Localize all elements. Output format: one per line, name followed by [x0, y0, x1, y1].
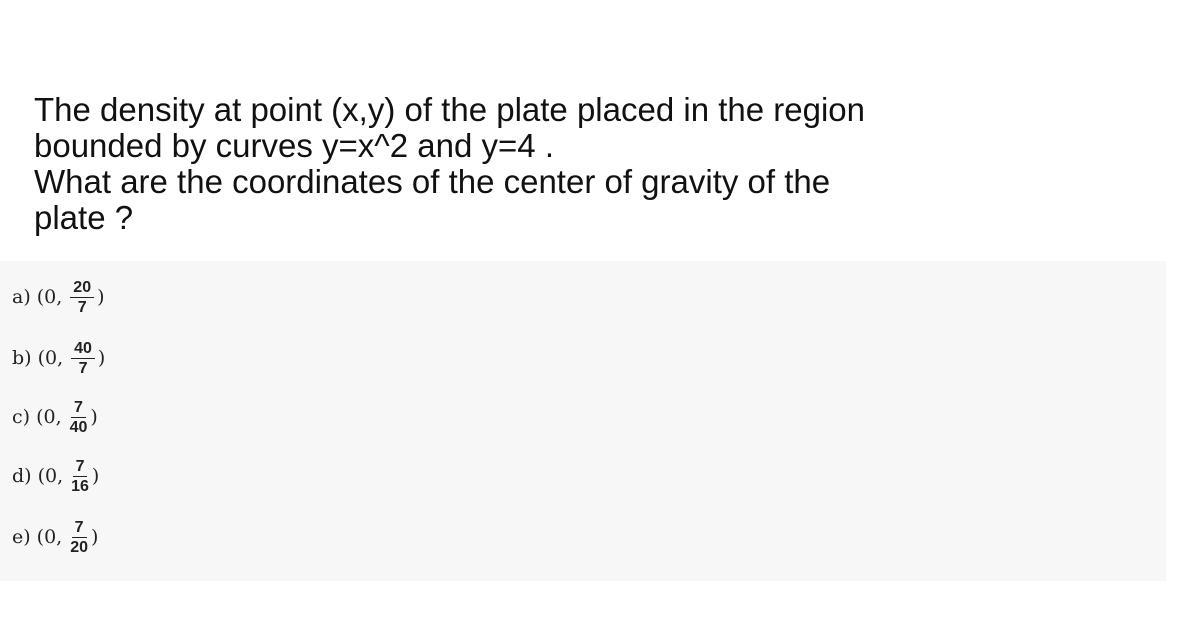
- numerator: 20: [70, 279, 94, 298]
- fraction: [71, 458, 89, 495]
- question-line: What are the coordinates of the center of gravity of the: [34, 163, 831, 200]
- option-label: a): [12, 286, 31, 308]
- option-label: b): [12, 347, 32, 369]
- option-label: e): [12, 526, 31, 548]
- fraction: [70, 399, 88, 436]
- numerator: 40: [71, 340, 95, 359]
- fraction: [70, 519, 88, 556]
- option-close: ): [90, 406, 98, 428]
- option-close: ): [97, 286, 105, 308]
- numerator: 7: [71, 399, 86, 418]
- option-c[interactable]: [12, 391, 98, 443]
- question-line: bounded by curves y=x^2 and y=4 .: [34, 127, 554, 164]
- numerator: 7: [73, 458, 88, 477]
- option-label: d): [12, 465, 32, 487]
- option-close: ): [97, 347, 106, 369]
- fraction: [71, 340, 95, 377]
- denominator: 7: [78, 359, 88, 377]
- answer-options: [0, 261, 1166, 581]
- denominator: 7: [77, 298, 87, 316]
- denominator: 40: [69, 418, 88, 436]
- question-line: plate ?: [34, 199, 134, 236]
- denominator: 20: [70, 538, 89, 556]
- fraction: [70, 279, 94, 316]
- option-e[interactable]: [12, 511, 98, 563]
- option-label: c): [12, 406, 31, 428]
- option-close: ): [91, 465, 100, 487]
- option-open: (0,: [36, 526, 63, 548]
- option-close: ): [91, 526, 99, 548]
- denominator: 16: [71, 477, 89, 495]
- option-open: (0,: [37, 347, 64, 369]
- option-open: (0,: [36, 286, 63, 308]
- option-b[interactable]: [12, 332, 105, 384]
- question-text: [34, 92, 1134, 236]
- option-open: (0,: [37, 465, 64, 487]
- question-line: The density at point (x,y) of the plate placed in the region: [34, 91, 865, 128]
- numerator: 7: [72, 519, 87, 538]
- option-a[interactable]: [12, 271, 105, 323]
- option-open: (0,: [36, 406, 62, 428]
- option-d[interactable]: [12, 450, 99, 502]
